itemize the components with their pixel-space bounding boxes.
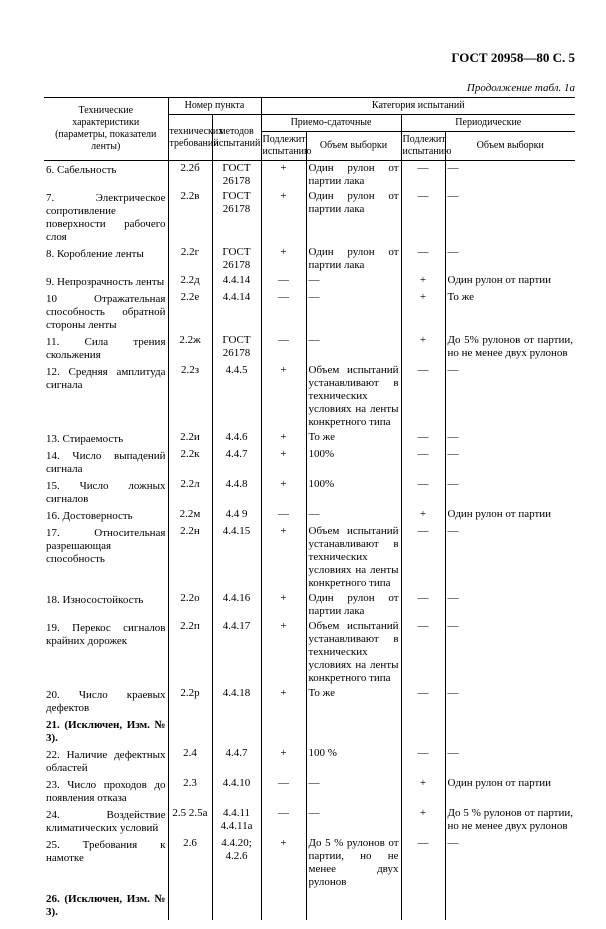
row-acceptance-subject: + [261,161,306,190]
row-characteristic: 11. Сила трения скольжения [46,336,166,361]
row-characteristic: 26. (Исключен, Изм. № 3). [46,893,166,918]
row-periodic-subject: — [401,245,445,273]
row-method-item: ГОСТ 26178 [212,333,261,363]
row-req-item: 2.2е [168,290,212,333]
row-req-item: 2.2р [168,686,212,716]
row-method-item: 4.4.18 [212,686,261,716]
row-req-item [168,890,212,920]
row-periodic-subject: — [401,363,445,430]
row-req-item: 2.2в [168,189,212,245]
row-method-item: 4.4.16 [212,591,261,619]
row-periodic-volume: — [445,836,575,890]
row-periodic-volume: — [445,447,575,477]
row-acceptance-subject: — [261,333,306,363]
row-periodic-volume: — [445,161,575,190]
row-acceptance-volume: Объем испытаний устанавливают в технических условиях на ленты конкретного типа [306,619,401,686]
row-acceptance-subject: — [261,290,306,333]
row-acceptance-volume: — [306,333,401,363]
row-periodic-volume: — [445,619,575,686]
header-sample-acceptance: Объем выборки [306,132,401,161]
row-characteristic: 20. Число краевых дефектов [46,689,166,714]
row-req-item: 2.2ж [168,333,212,363]
row-method-item [212,716,261,746]
header-acceptance: Приемо-сдаточные [261,115,401,132]
row-acceptance-volume: 100 % [306,746,401,776]
row-periodic-subject: — [401,430,445,447]
row-periodic-volume: Один рулон от партии [445,273,575,290]
row-periodic-subject: — [401,746,445,776]
table-row [44,161,575,190]
row-method-item: 4.4.17 [212,619,261,686]
table-row [44,189,575,245]
row-acceptance-volume: То же [306,686,401,716]
row-req-item: 2.6 [168,836,212,890]
row-req-item: 2.3 [168,776,212,806]
row-periodic-subject: — [401,524,445,591]
row-periodic-volume: — [445,430,575,447]
row-periodic-subject: — [401,686,445,716]
row-acceptance-subject: + [261,524,306,591]
row-method-item: 4.4 9 [212,507,261,524]
row-method-item: ГОСТ 26178 [212,189,261,245]
table-row [44,273,575,290]
row-acceptance-subject: — [261,776,306,806]
row-periodic-volume: То же [445,290,575,333]
header-test-category: Категория испытаний [261,98,575,115]
row-acceptance-subject [261,716,306,746]
row-periodic-volume: — [445,189,575,245]
row-acceptance-volume [306,716,401,746]
row-req-item [168,716,212,746]
row-periodic-volume: Один рулон от партии [445,507,575,524]
row-periodic-volume: До 5% рулонов от партии, но не менее двух рулонов [445,333,575,363]
table-continuation-label: Продолжение табл. 1а [466,82,575,94]
row-acceptance-subject: + [261,836,306,890]
row-method-item: 4.4.6 [212,430,261,447]
row-characteristic: 21. (Исключен, Изм. № 3). [46,719,166,744]
row-acceptance-volume: — [306,776,401,806]
row-characteristic: 12. Средняя амплитуда сигнала [46,366,166,391]
row-acceptance-volume: Один рулон от партии лака [306,591,401,619]
row-acceptance-volume: То же [306,430,401,447]
row-acceptance-volume: 100% [306,477,401,507]
row-acceptance-volume: — [306,290,401,333]
row-acceptance-subject: — [261,806,306,836]
table-row [44,746,575,776]
row-req-item: 2.2м [168,507,212,524]
row-periodic-volume: — [445,477,575,507]
row-periodic-volume: — [445,746,575,776]
row-characteristic: 25. Требования к намотке [46,839,166,864]
table-row [44,245,575,273]
row-acceptance-volume: Один рулон от партии лака [306,161,401,190]
header-subject-periodic: Подлежит испытанию [401,132,445,161]
header-subject-acceptance: Подлежит испытанию [261,132,306,161]
row-periodic-subject: + [401,273,445,290]
row-periodic-volume [445,716,575,746]
row-req-item: 2.5 2.5а [168,806,212,836]
row-periodic-subject: + [401,333,445,363]
table-body [44,161,575,921]
row-characteristic: 18. Износостойкость [46,594,144,606]
row-characteristic: 9. Непрозрачность ленты [46,276,165,288]
header-item-number: Номер пункта [168,98,261,115]
table-row [44,430,575,447]
row-characteristic: 17. Относительная разрешающая способность [46,527,166,565]
table-row [44,447,575,477]
row-acceptance-volume: До 5 % рулонов от партии, но не менее двух рулонов [306,836,401,890]
row-req-item: 2.2б [168,161,212,190]
row-method-item: 4.4.8 [212,477,261,507]
row-method-item: ГОСТ 26178 [212,245,261,273]
row-method-item: 4.4.5 [212,363,261,430]
test-table [44,97,575,920]
row-acceptance-volume: — [306,273,401,290]
table-row [44,591,575,619]
row-periodic-subject: + [401,290,445,333]
table-row [44,776,575,806]
row-req-item: 2.2п [168,619,212,686]
row-acceptance-subject: + [261,686,306,716]
row-method-item: 4.4.15 [212,524,261,591]
row-req-item: 2.2и [168,430,212,447]
row-periodic-volume: — [445,686,575,716]
table-row [44,716,575,746]
row-method-item: 4.4.7 [212,746,261,776]
table-row [44,836,575,890]
row-req-item: 2.2з [168,363,212,430]
row-acceptance-subject: + [261,430,306,447]
row-periodic-subject [401,890,445,920]
row-acceptance-subject: + [261,245,306,273]
row-periodic-volume: До 5 % рулонов от партии, но не менее двух рулонов [445,806,575,836]
row-req-item: 2.2н [168,524,212,591]
row-periodic-subject: + [401,806,445,836]
row-characteristic: 23. Число проходов до появления отказа [46,779,166,804]
table-row [44,806,575,836]
row-acceptance-volume: 100% [306,447,401,477]
row-periodic-volume: Один рулон от партии [445,776,575,806]
row-characteristic: 24. Воздействие климатических условий [46,809,166,834]
table-row [44,524,575,591]
row-req-item: 2.2г [168,245,212,273]
row-periodic-subject: — [401,836,445,890]
row-characteristic: 14. Число выпадений сигнала [46,450,166,475]
row-periodic-subject [401,716,445,746]
row-characteristic: 8. Коробление ленты [46,248,144,260]
row-characteristic: 13. Стираемость [46,433,124,445]
row-method-item: 4.4.14 [212,273,261,290]
row-periodic-volume: — [445,245,575,273]
row-acceptance-volume: Один рулон от партии лака [306,189,401,245]
row-acceptance-subject: — [261,507,306,524]
row-characteristic: 19. Перекос сигналов крайних дорожек [46,622,166,647]
row-acceptance-subject: + [261,189,306,245]
header-characteristics: Технические характеристики (параметры, показатели ленты) [44,98,168,161]
table-row [44,686,575,716]
document-code: ГОСТ 20958—80 С. 5 [451,50,575,65]
table-row [44,890,575,920]
row-acceptance-subject [261,890,306,920]
row-periodic-volume: — [445,591,575,619]
row-acceptance-subject: + [261,591,306,619]
row-method-item: 4.4.7 [212,447,261,477]
row-req-item: 2.2о [168,591,212,619]
row-periodic-subject: — [401,619,445,686]
row-acceptance-volume: Объем испытаний устанавливают в технических условиях на ленты конкретного типа [306,363,401,430]
row-characteristic: 15. Число ложных сигналов [46,480,166,505]
header-periodic: Периодические [401,115,575,132]
row-periodic-subject: — [401,591,445,619]
row-acceptance-subject: + [261,477,306,507]
row-acceptance-volume: — [306,507,401,524]
row-periodic-subject: — [401,161,445,190]
row-req-item: 2.2к [168,447,212,477]
row-acceptance-subject: + [261,619,306,686]
table-row [44,333,575,363]
row-periodic-subject: — [401,189,445,245]
row-acceptance-subject: + [261,363,306,430]
header-test-methods: методов испытаний [212,115,261,161]
row-method-item: 4.4.14 [212,290,261,333]
row-req-item: 2.2д [168,273,212,290]
table-row [44,477,575,507]
row-req-item: 2.4 [168,746,212,776]
row-method-item: 4.4.10 [212,776,261,806]
row-periodic-subject: — [401,477,445,507]
row-characteristic: 6. Сабельность [46,164,117,176]
table-row [44,290,575,333]
row-acceptance-volume: — [306,806,401,836]
row-acceptance-subject: + [261,746,306,776]
table-row [44,507,575,524]
row-method-item: 4.4.11 4.4.11а [212,806,261,836]
row-acceptance-volume: Объем испытаний устанавливают в технических условиях на ленты конкретного типа [306,524,401,591]
row-periodic-volume [445,890,575,920]
header-tech-req: технических требований [168,115,212,161]
row-periodic-subject: + [401,776,445,806]
row-method-item: 4.4.20; 4.2.6 [212,836,261,890]
row-characteristic: 10 Отражательная способность обратной стороны ленты [46,293,166,331]
row-acceptance-volume: Один рулон от партии лака [306,245,401,273]
row-characteristic: 22. Наличие дефектных областей [46,749,166,774]
row-periodic-volume: — [445,363,575,430]
row-characteristic: 7. Электрическое сопротивление поверхности рабочего слоя [46,192,166,243]
row-acceptance-volume [306,890,401,920]
row-req-item: 2.2л [168,477,212,507]
row-method-item [212,890,261,920]
row-acceptance-subject: — [261,273,306,290]
table-row [44,619,575,686]
row-periodic-subject: — [401,447,445,477]
row-method-item: ГОСТ 26178 [212,161,261,190]
row-characteristic: 16. Достоверность [46,510,133,522]
table-row [44,363,575,430]
row-periodic-subject: + [401,507,445,524]
header-sample-periodic: Объем выборки [445,132,575,161]
row-periodic-volume: — [445,524,575,591]
row-acceptance-subject: + [261,447,306,477]
